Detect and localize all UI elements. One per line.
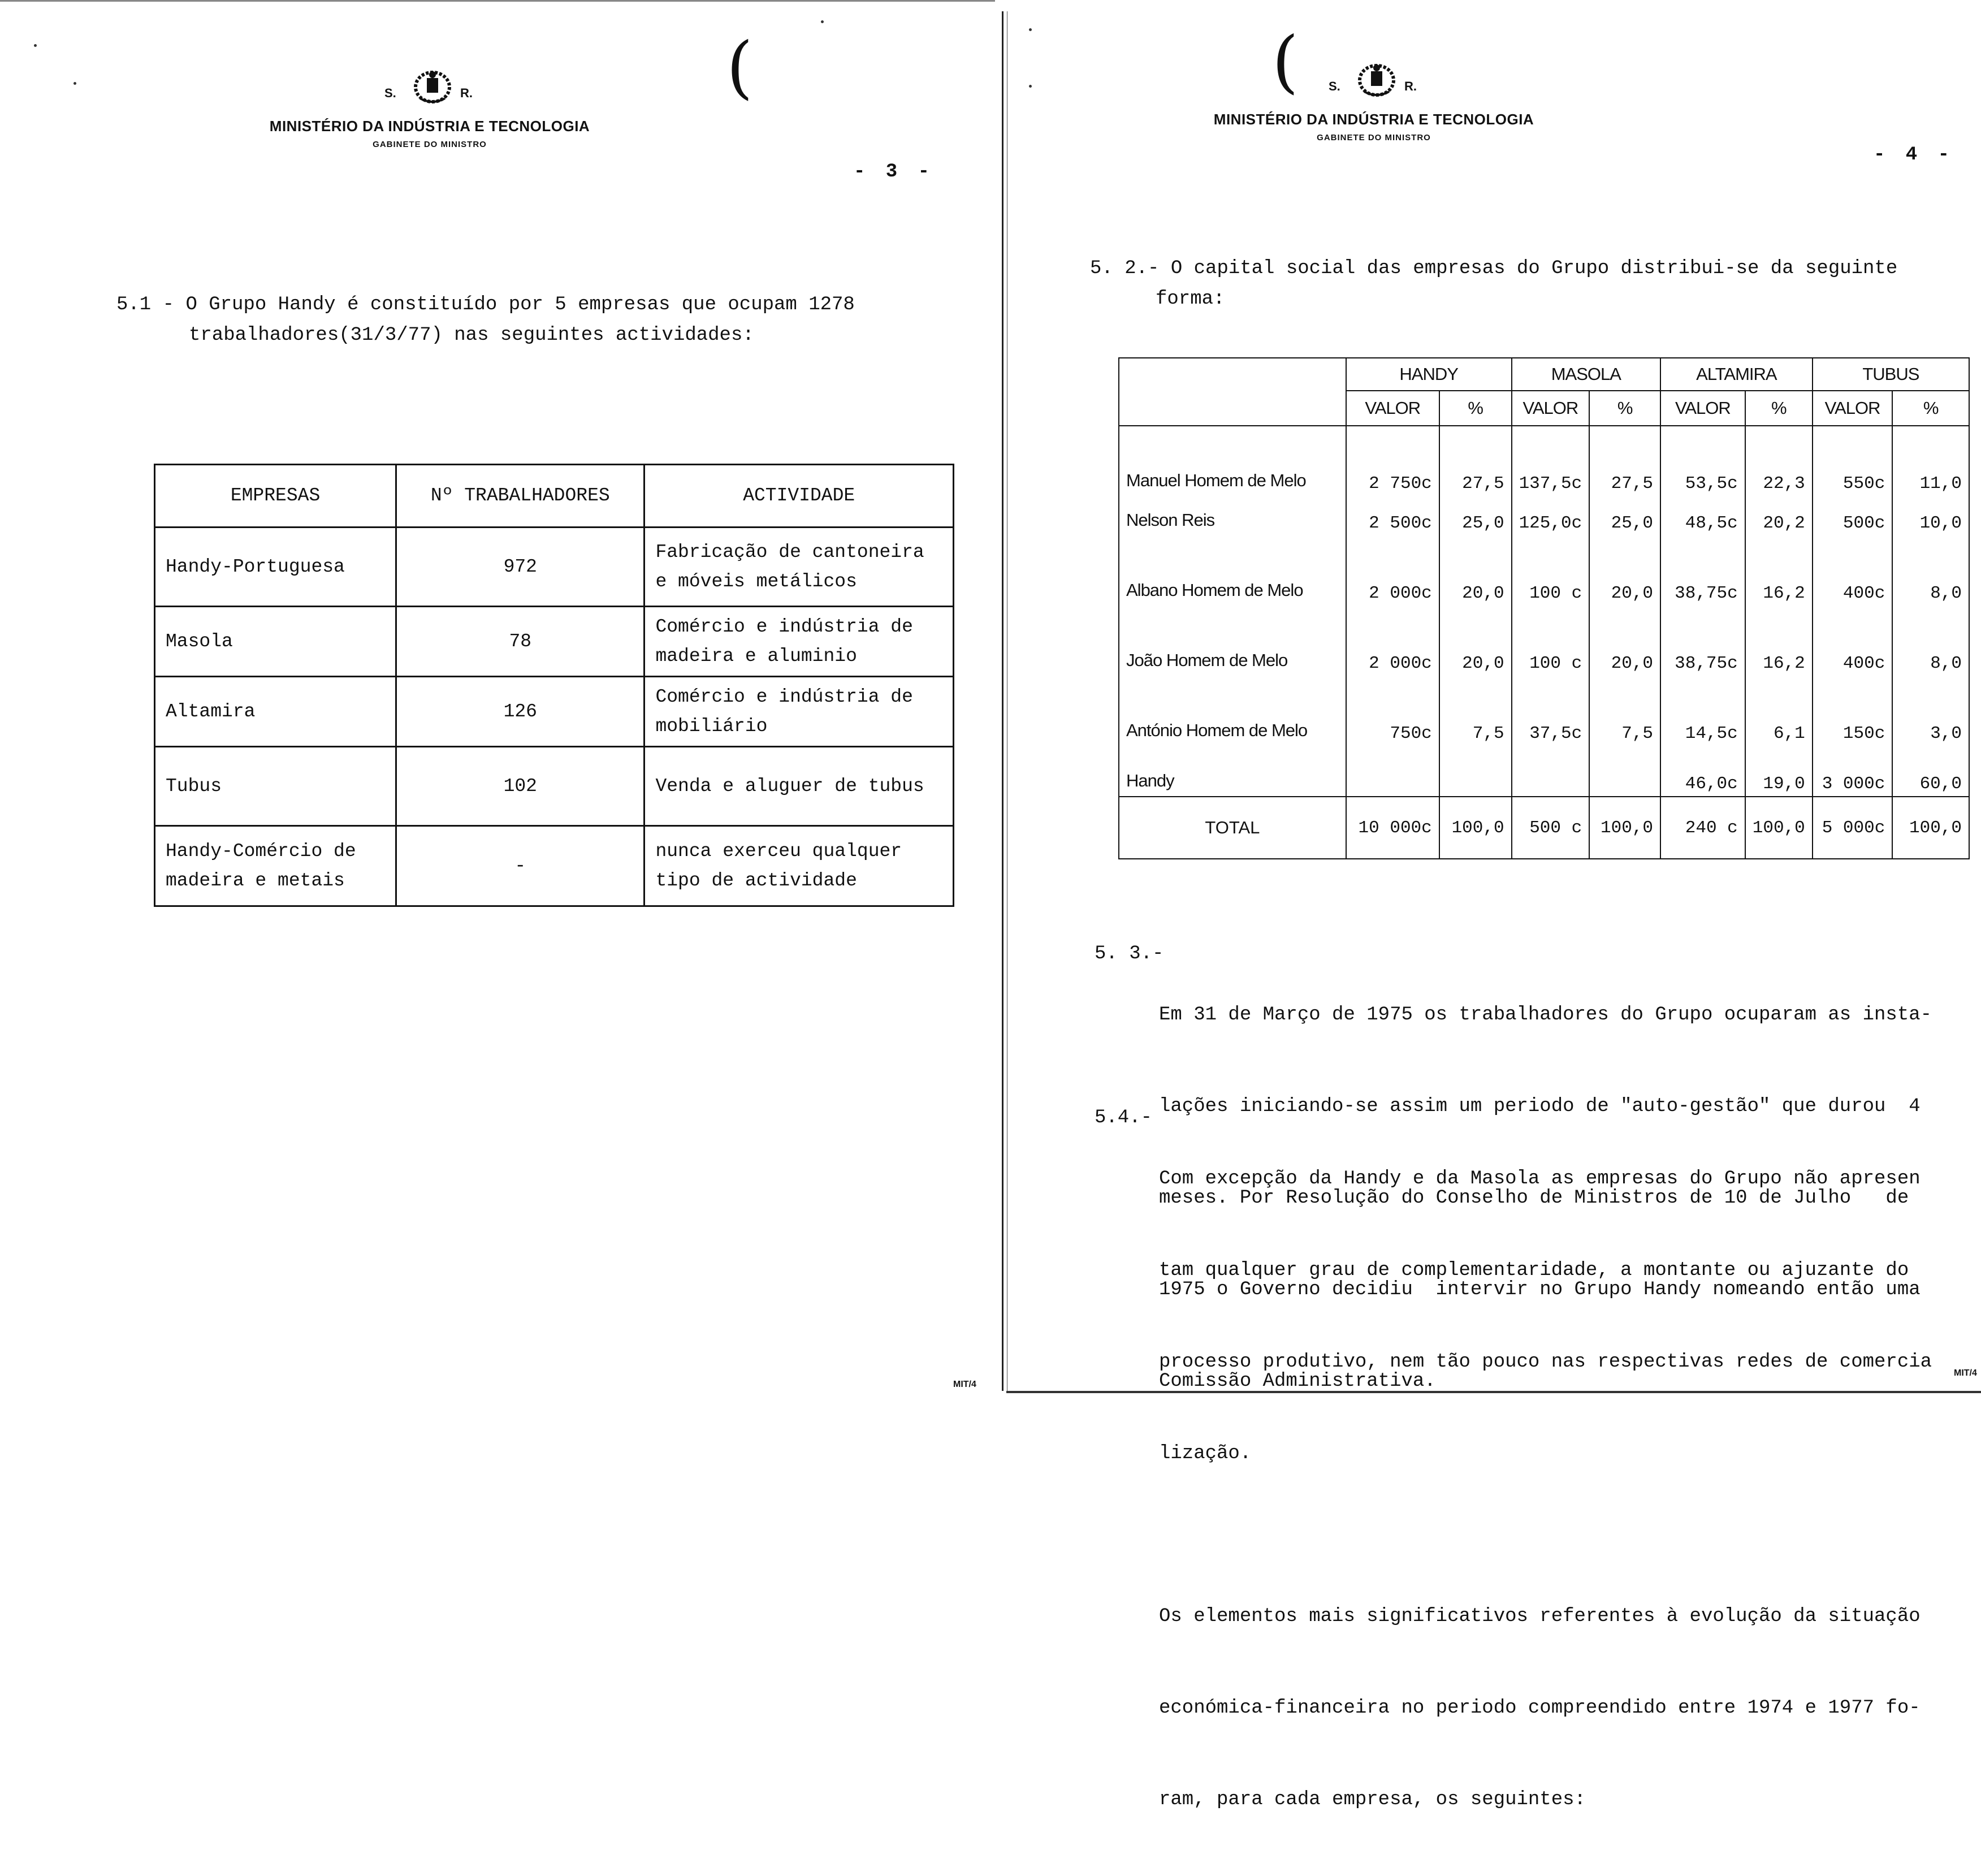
empresa-cell: Altamira [155, 677, 396, 747]
actividade-cell: nunca exerceu qualquer tipo de actividade [645, 826, 954, 906]
percent-cell [1439, 746, 1512, 797]
scan-speck [821, 20, 824, 23]
valor-cell: 2 500c [1346, 496, 1439, 535]
letterhead [232, 67, 628, 149]
total-cell: 10 000c [1346, 797, 1439, 859]
column-header: Nº TRABALHADORES [396, 465, 645, 528]
section-54-lines [1159, 1103, 1932, 1876]
percent-cell: 20,0 [1589, 535, 1660, 606]
shareholder-name: João Homem de Melo [1119, 606, 1346, 676]
section-line: Em 31 de Março de 1975 os trabalhadores do Grupo ocuparam as insta- [1159, 1004, 1932, 1026]
page-number: - 4 - [1874, 144, 1954, 166]
crescent-mark-icon: ( [726, 28, 753, 107]
valor-cell: 500c [1813, 496, 1893, 535]
table-row [155, 677, 954, 747]
column-header: ACTIVIDADE [645, 465, 954, 528]
percent-header: % [1589, 391, 1660, 426]
ministry-name: MINISTÉRIO DA INDÚSTRIA E TECNOLOGIA [269, 118, 590, 135]
percent-header: % [1439, 391, 1512, 426]
footer-code: MIT/4 [953, 1380, 976, 1389]
empresa-cell: Masola [155, 607, 396, 677]
valor-cell: 150c [1813, 676, 1893, 746]
section-line: 1975 o Governo decidiu intervir no Grupo Handy nomeando então uma [1159, 1279, 1921, 1300]
total-cell: 100,0 [1745, 797, 1813, 859]
capital-row [1119, 606, 1969, 676]
company-header: ALTAMIRA [1660, 358, 1813, 391]
actividade-cell: Fabricação de cantoneira e móveis metálicos [645, 528, 954, 607]
total-cell: 100,0 [1439, 797, 1512, 859]
valor-cell: 2 000c [1346, 535, 1439, 606]
shareholder-name: Albano Homem de Melo [1119, 535, 1346, 606]
column-header: EMPRESAS [155, 465, 396, 528]
empresa-cell: Tubus [155, 747, 396, 826]
capital-table [1118, 357, 1970, 859]
section-5-2 [1090, 253, 1961, 314]
percent-cell: 20,0 [1439, 606, 1512, 676]
section-line: meses. Por Resolução do Conselho de Ministros de 10 de Julho de [1159, 1187, 1909, 1209]
table-header-row [155, 465, 954, 528]
total-cell: 100,0 [1892, 797, 1969, 859]
valor-cell: 3 000c [1813, 746, 1893, 797]
percent-cell: 6,1 [1745, 676, 1813, 746]
valor-cell: 14,5c [1660, 676, 1745, 746]
valor-header: VALOR [1813, 391, 1893, 426]
workers-table [154, 464, 954, 907]
scan-speck [1029, 28, 1032, 31]
percent-cell: 3,0 [1892, 676, 1969, 746]
total-label: TOTAL [1119, 797, 1346, 859]
section-number: 5. 3.- [1095, 943, 1164, 965]
blank-header [1119, 358, 1346, 426]
percent-cell: 7,5 [1439, 676, 1512, 746]
percent-cell: 10,0 [1892, 496, 1969, 535]
seal-left-letter: S. [1329, 79, 1340, 93]
section-5-1 [116, 289, 936, 351]
valor-cell: 53,5c [1660, 426, 1745, 496]
valor-cell: 38,75c [1660, 535, 1745, 606]
capital-row [1119, 746, 1969, 797]
section-line: lização. [1159, 1443, 1252, 1464]
coat-of-arms-icon [410, 67, 455, 106]
page-number: - 3 - [854, 161, 935, 183]
section-number: 5.4.- [1095, 1107, 1153, 1129]
section-line: O Grupo Handy é constituído por 5 empresas que ocupam 1278 [185, 294, 855, 315]
trabalhadores-cell: - [396, 826, 645, 906]
percent-cell: 60,0 [1892, 746, 1969, 797]
trabalhadores-cell: 78 [396, 607, 645, 677]
scan-speck [34, 44, 37, 47]
valor-cell: 38,75c [1660, 606, 1745, 676]
valor-cell: 400c [1813, 606, 1893, 676]
section-line: trabalhadores(31/3/77) nas seguintes actividades: [189, 325, 754, 346]
scan-speck [1029, 85, 1032, 88]
valor-cell: 100 c [1512, 535, 1590, 606]
section-line: lações iniciando-se assim um periodo de "auto-gestão" que durou 4 [1159, 1096, 1921, 1117]
valor-cell: 2 000c [1346, 606, 1439, 676]
section-line: económica-financeira no periodo compreendido entre 1974 e 1977 fo- [1159, 1697, 1921, 1719]
percent-cell: 22,3 [1745, 426, 1813, 496]
seal-row [232, 67, 628, 106]
seal-right-letter: R. [1404, 79, 1417, 93]
footer-code: MIT/4 [1954, 1368, 1977, 1378]
right-page [1006, 0, 1981, 1810]
empresa-cell: Handy-Portuguesa [155, 528, 396, 607]
coat-of-arms-icon [1354, 60, 1399, 100]
seal-row [1176, 60, 1572, 100]
total-cell: 500 c [1512, 797, 1590, 859]
company-header: HANDY [1346, 358, 1512, 391]
percent-cell: 20,0 [1589, 606, 1660, 676]
percent-cell: 20,2 [1745, 496, 1813, 535]
section-line: processo produtivo, nem tão pouco nas respectivas redes de comercia [1159, 1351, 1932, 1373]
letterhead [1176, 60, 1572, 142]
percent-cell: 16,2 [1745, 535, 1813, 606]
trabalhadores-cell: 972 [396, 528, 645, 607]
percent-cell: 8,0 [1892, 535, 1969, 606]
valor-header: VALOR [1512, 391, 1590, 426]
actividade-cell: Comércio e indústria de mobiliário [645, 677, 954, 747]
total-row [1119, 797, 1969, 859]
shareholder-name: Handy [1119, 746, 1346, 797]
percent-cell: 27,5 [1589, 426, 1660, 496]
section-line: O capital social das empresas do Grupo distribui-se da seguinte [1170, 258, 1898, 279]
percent-cell: 19,0 [1745, 746, 1813, 797]
percent-cell: 16,2 [1745, 606, 1813, 676]
valor-cell: 550c [1813, 426, 1893, 496]
valor-cell: 46,0c [1660, 746, 1745, 797]
cabinet-name: GABINETE DO MINISTRO [373, 140, 487, 149]
valor-cell [1512, 746, 1590, 797]
capital-row [1119, 535, 1969, 606]
total-cell: 5 000c [1813, 797, 1893, 859]
percent-cell: 25,0 [1589, 496, 1660, 535]
section-line: Com excepção da Handy e da Masola as empresas do Grupo não apresen [1159, 1168, 1921, 1190]
table-row [155, 528, 954, 607]
crescent-mark-icon: ( [1272, 23, 1299, 101]
total-cell: 240 c [1660, 797, 1745, 859]
valor-cell: 100 c [1512, 606, 1590, 676]
cabinet-name: GABINETE DO MINISTRO [1317, 133, 1431, 142]
percent-cell: 7,5 [1589, 676, 1660, 746]
company-header: TUBUS [1813, 358, 1969, 391]
section-line: tam qualquer grau de complementaridade, a montante ou ajuzante do [1159, 1260, 1909, 1281]
percent-header: % [1892, 391, 1969, 426]
valor-cell: 400c [1813, 535, 1893, 606]
company-header-row [1119, 358, 1969, 391]
left-page [0, 0, 1006, 1393]
capital-row [1119, 496, 1969, 535]
section-number: 5. 2.- [1090, 258, 1160, 279]
section-number: 5.1 - [116, 294, 175, 315]
seal-right-letter: R. [460, 86, 473, 100]
valor-cell: 750c [1346, 676, 1439, 746]
section-line: Os elementos mais significativos referentes à evolução da situação [1159, 1606, 1921, 1627]
actividade-cell: Comércio e indústria de madeira e aluminio [645, 607, 954, 677]
valor-cell [1346, 746, 1439, 797]
percent-cell [1589, 746, 1660, 797]
section-line: ram, para cada empresa, os seguintes: [1159, 1789, 1586, 1810]
section-line: Comissão Administrativa. [1159, 1371, 1436, 1392]
seal-left-letter: S. [384, 86, 396, 100]
percent-cell: 8,0 [1892, 606, 1969, 676]
percent-header: % [1745, 391, 1813, 426]
valor-cell: 137,5c [1512, 426, 1590, 496]
valor-cell: 2 750c [1346, 426, 1439, 496]
percent-cell: 27,5 [1439, 426, 1512, 496]
scan-speck [73, 82, 76, 85]
table-row [155, 607, 954, 677]
valor-header: VALOR [1660, 391, 1745, 426]
valor-cell: 48,5c [1660, 496, 1745, 535]
table-row [155, 826, 954, 906]
shareholder-name: Nelson Reis [1119, 496, 1346, 535]
capital-row [1119, 426, 1969, 496]
trabalhadores-cell: 126 [396, 677, 645, 747]
ministry-name: MINISTÉRIO DA INDÚSTRIA E TECNOLOGIA [1213, 111, 1534, 128]
shareholder-name: António Homem de Melo [1119, 676, 1346, 746]
shareholder-name: Manuel Homem de Melo [1119, 426, 1346, 496]
valor-cell: 125,0c [1512, 496, 1590, 535]
capital-table-body [1119, 426, 1969, 797]
actividade-cell: Venda e aluguer de tubus [645, 747, 954, 826]
percent-cell: 25,0 [1439, 496, 1512, 535]
company-header: MASOLA [1512, 358, 1660, 391]
trabalhadores-cell: 102 [396, 747, 645, 826]
capital-row [1119, 676, 1969, 746]
percent-cell: 20,0 [1439, 535, 1512, 606]
table-row [155, 747, 954, 826]
valor-cell: 37,5c [1512, 676, 1590, 746]
empresa-cell: Handy-Comércio de madeira e metais [155, 826, 396, 906]
section-line: forma: [1156, 288, 1225, 310]
total-cell: 100,0 [1589, 797, 1660, 859]
valor-header: VALOR [1346, 391, 1439, 426]
percent-cell: 11,0 [1892, 426, 1969, 496]
